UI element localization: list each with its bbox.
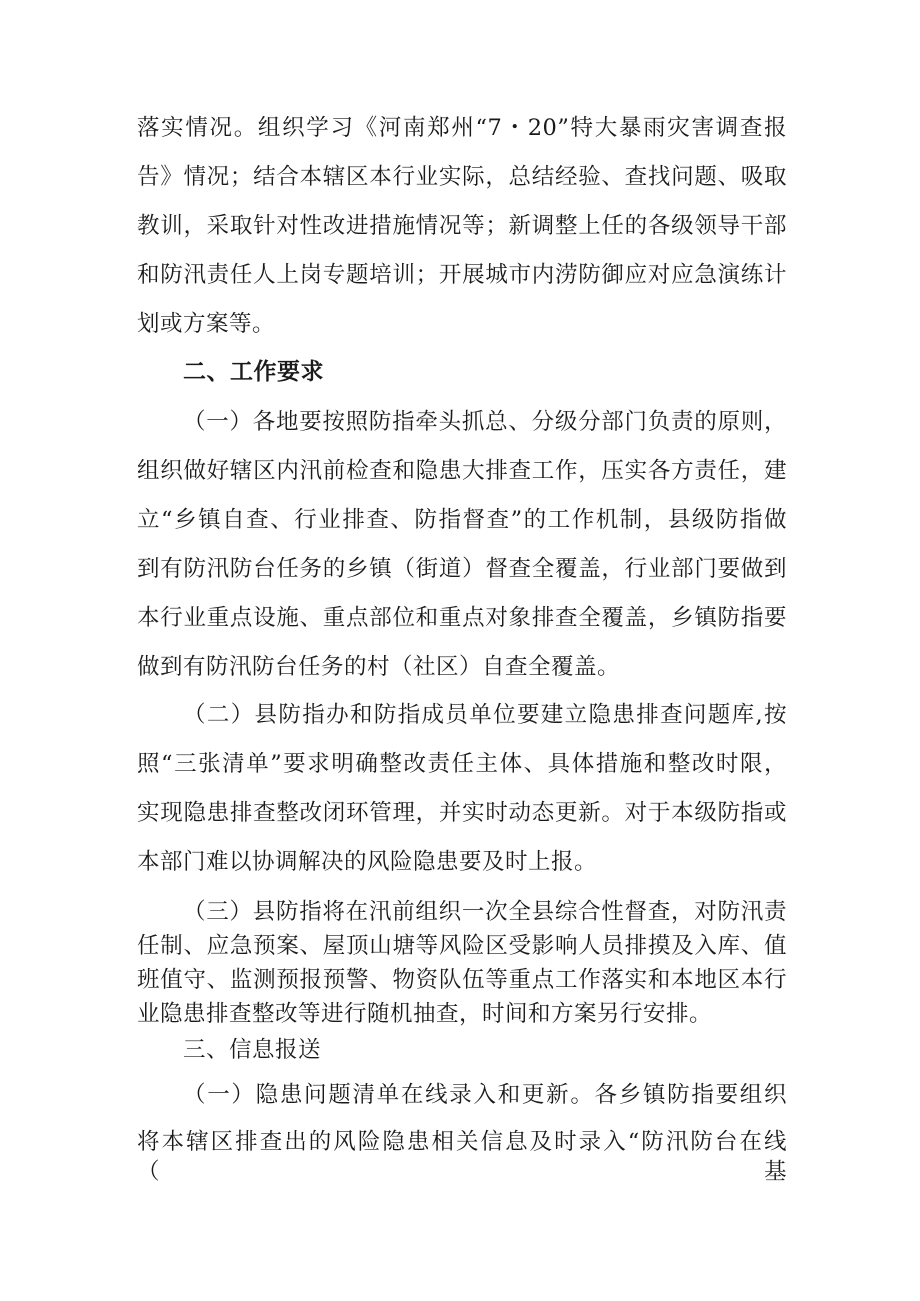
paragraph-line: 划或方案等。 [137,311,276,337]
paragraph-line: （一）各地要按照防指牵头抓总、分级分部门负责的原则， [183,409,787,435]
paragraph-line: 照“三张清单”要求明确整改责任主体、具体措施和整改时限， [137,751,787,777]
paragraph-line: 班值守、监测预报预警、物资队伍等重点工作落实和本地区本行 [137,967,787,993]
paragraph-line: 将本辖区排查出的风险隐患相关信息及时录入“防汛防台在线（基 [137,1129,787,1185]
paragraph-line: 实现隐患排查整改闭环管理，并实时动态更新。对于本级防指或 [137,800,787,826]
paragraph-line: 到有防汛防台任务的乡镇（街道）督查全覆盖，行业部门要做到 [137,556,787,582]
paragraph-line: 组织做好辖区内汛前检查和隐患大排查工作，压实各方责任，建 [137,458,787,484]
paragraph-line: 本部门难以协调解决的风险隐患要及时上报。 [137,849,598,875]
paragraph-line: （二）县防指办和防指成员单位要建立隐患排查问题库,按 [183,702,787,728]
paragraph-line: （三）县防指将在汛前组织一次全县综合性督查，对防汛责 [183,899,787,925]
paragraph-line: 教训，采取针对性改进措施情况等；新调整上任的各级领导干部 [137,213,787,239]
paragraph-line: 立“乡镇自查、行业排查、防指督查”的工作机制，县级防指做 [137,507,787,533]
paragraph-line: 做到有防汛防台任务的村（社区）自查全覆盖。 [137,654,621,680]
section-heading: 三、信息报送 [183,1037,322,1063]
paragraph-line: 告》情况；结合本辖区本行业实际，总结经验、查找问题、吸取 [137,164,787,190]
paragraph-line: 本行业重点设施、重点部位和重点对象排查全覆盖，乡镇防指要 [137,605,787,631]
paragraph-line: （一）隐患问题清单在线录入和更新。各乡镇防指要组织 [183,1082,787,1108]
section-heading: 二、工作要求 [183,359,324,385]
paragraph-line: 业隐患排查整改等进行随机抽查，时间和方案另行安排。 [137,1001,713,1027]
paragraph-line: 落实情况。组织学习《河南郑州“7・20”特大暴雨灾害调查报 [137,115,787,141]
paragraph-line: 和防汛责任人上岗专题培训；开展城市内涝防御应对应急演练计 [137,262,787,288]
paragraph-line: 任制、应急预案、屋顶山塘等风险区受影响人员排摸及入库、值 [137,933,787,959]
